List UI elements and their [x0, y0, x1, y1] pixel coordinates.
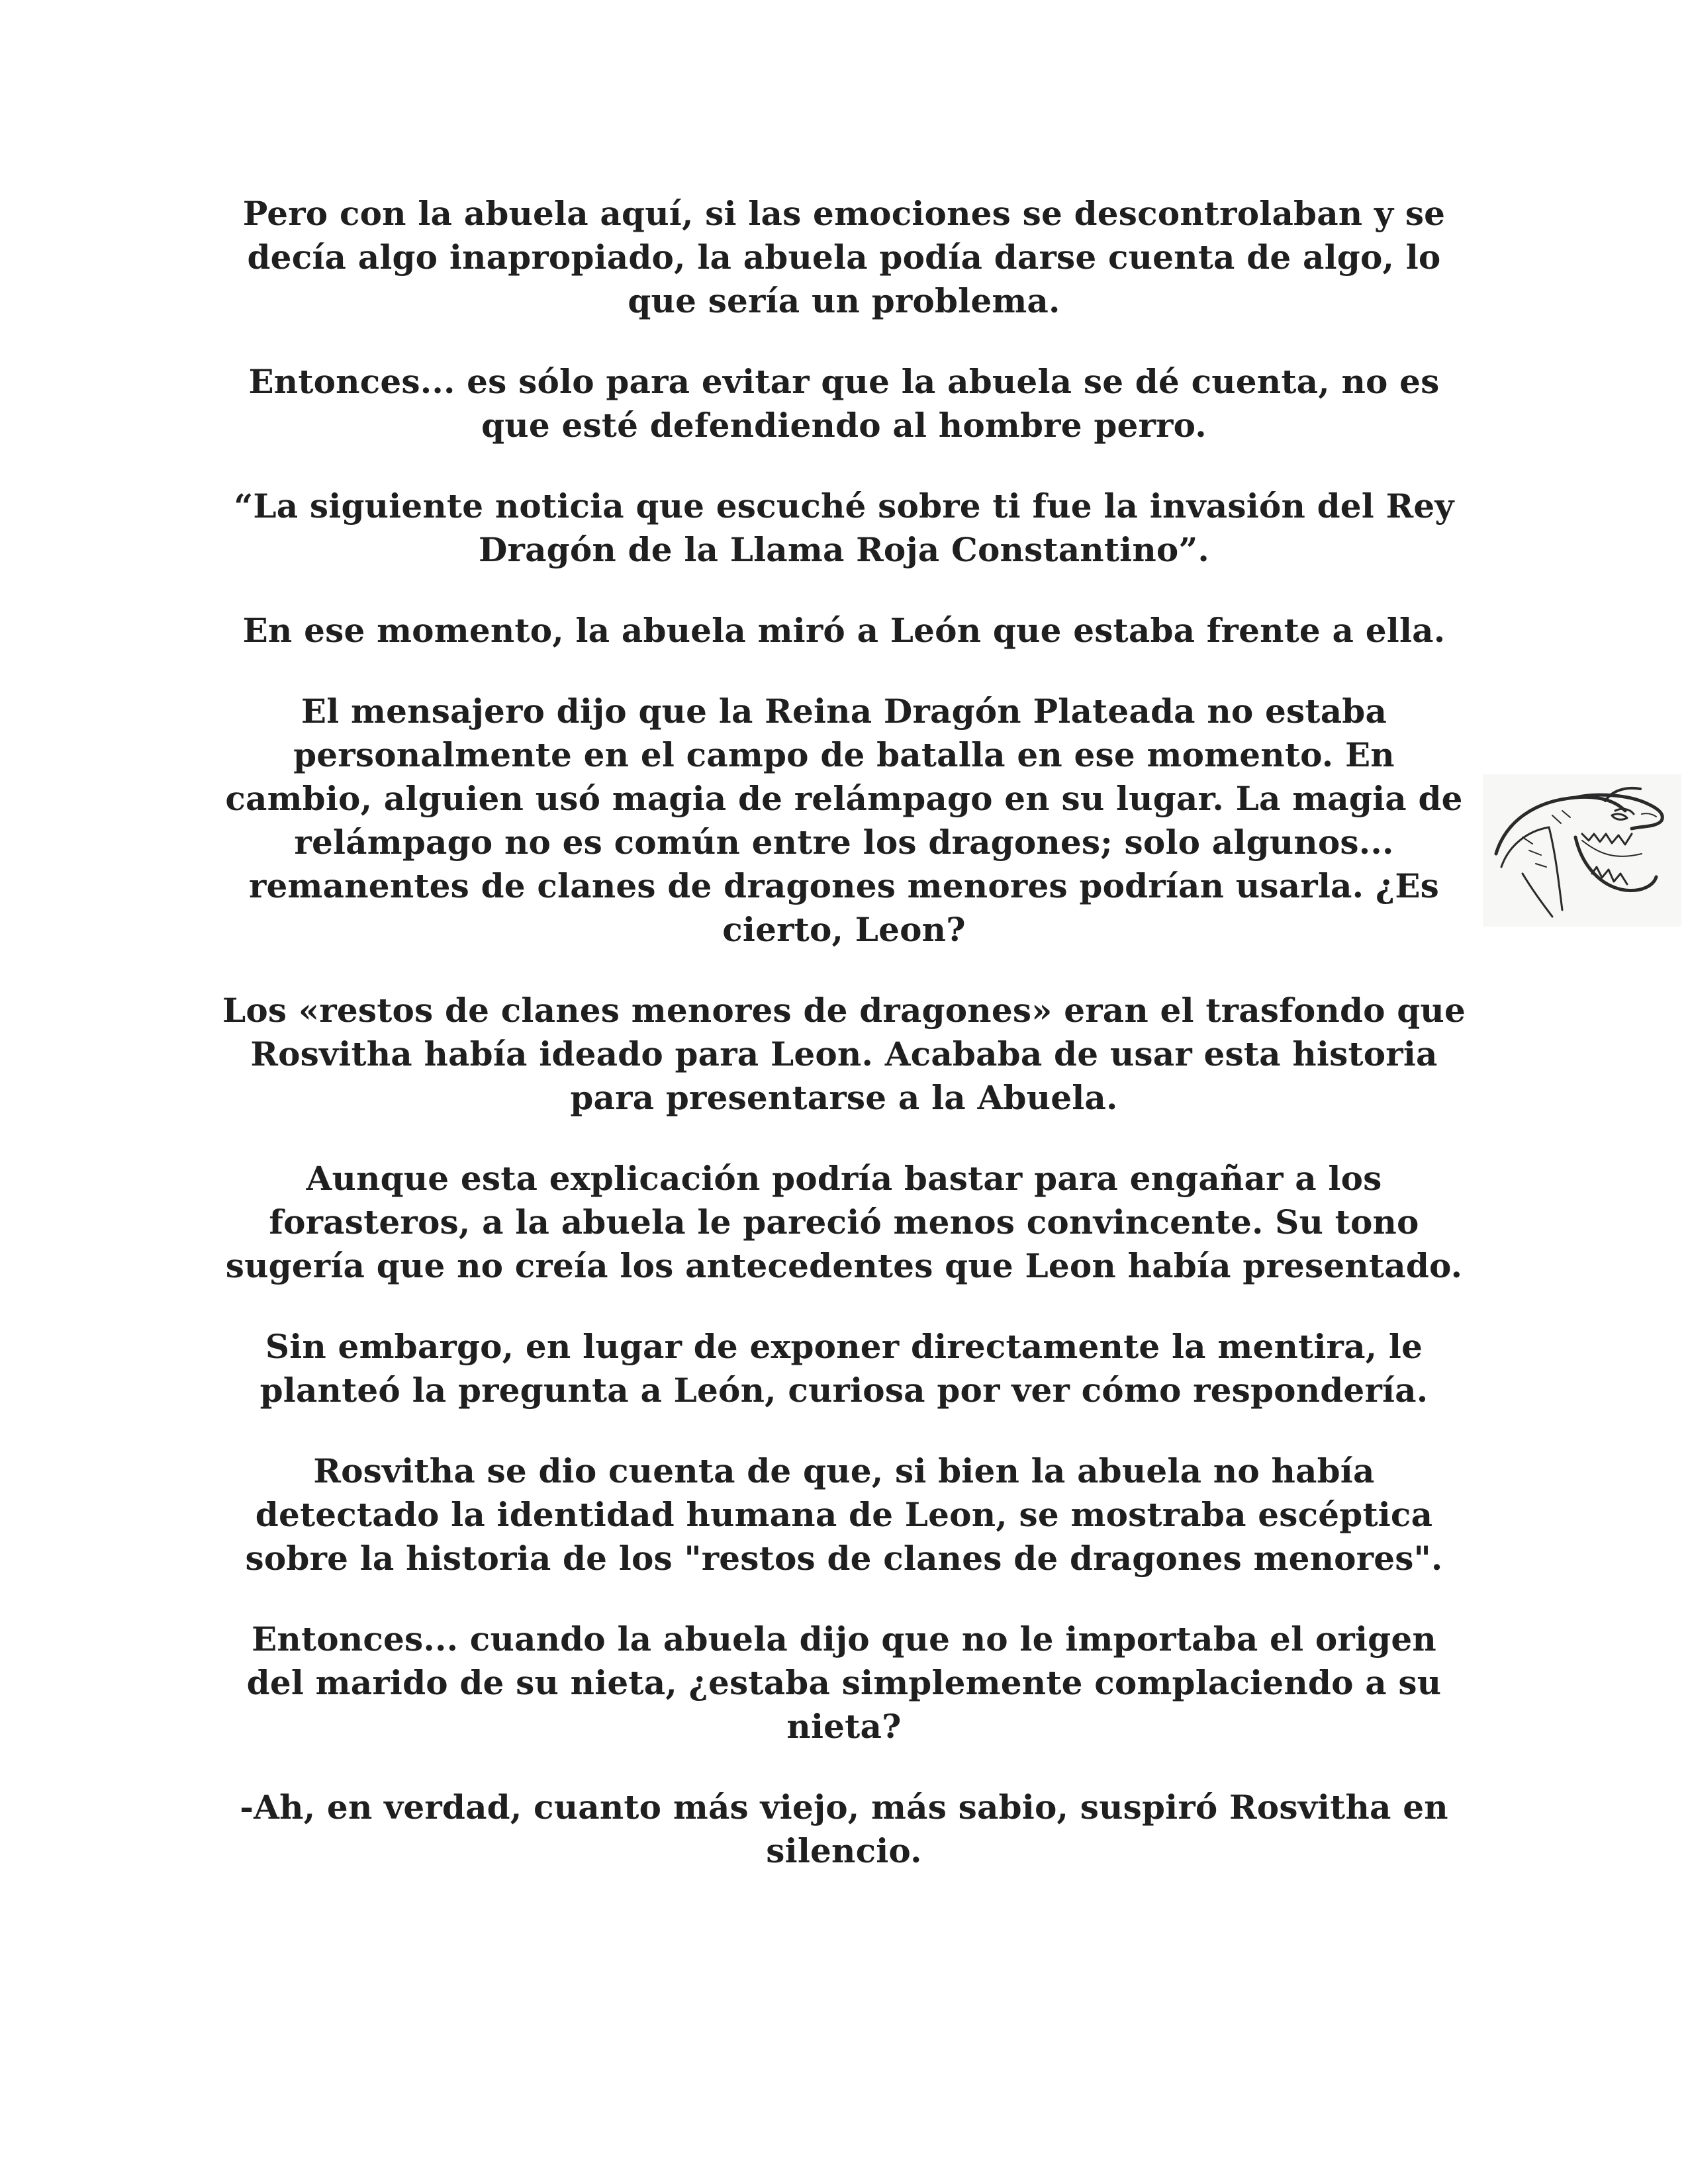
paragraph-11: -Ah, en verdad, cuanto más viejo, más sabio, suspiró Rosvitha en silencio. — [240, 1788, 1448, 1870]
paragraph-6: Los «restos de clanes menores de dragones» eran el trasfondo que Rosvitha había ideado para Leon. Acababa de usar esta historia para presentarse a la Abuela. — [222, 991, 1466, 1117]
paragraph-2: Entonces... es sólo para evitar que la abuela se dé cuenta, no es que esté defendiendo al hombre perro. — [248, 362, 1440, 445]
paragraph-4: En ese momento, la abuela miró a León que estaba frente a ella. — [242, 611, 1446, 650]
paragraph-9: Rosvitha se dio cuenta de que, si bien la abuela no había detectado la identidad humana de Leon, se mostraba escéptica sobre la historia de los "restos de clanes de dragones menores". — [245, 1451, 1443, 1578]
dragon-head-sketch-icon — [1483, 774, 1681, 927]
paragraph-3: “La siguiente noticia que escuché sobre ti fue la invasión del Rey Dragón de la Llama Roja Constantino”. — [234, 486, 1454, 569]
paragraph-8: Sin embargo, en lugar de exponer directamente la mentira, le planteó la pregunta a León, curiosa por ver cómo respondería. — [259, 1327, 1429, 1410]
paragraph-7: Aunque esta explicación podría bastar para engañar a los forasteros, a la abuela le pareció menos convincente. Su tono sugería que no creía los antecedentes que Leon había presentado. — [225, 1159, 1463, 1285]
paragraph-5: El mensajero dijo que la Reina Dragón Plateada no estaba personalmente en el campo de batalla en ese momento. En cambio, alguien usó magia de relámpago en su lugar. La magia de relámpago no es común entre los dragones; solo algunos... remanentes de clanes de dragones menores podrían usarla. ¿Es cierto, Leon? — [225, 692, 1463, 949]
paragraph-1: Pero con la abuela aquí, si las emociones se descontrolaban y se decía algo inapropiado, la abuela podía darse cuenta de algo, lo que sería un problema. — [242, 194, 1446, 320]
story-text — [218, 192, 1470, 1910]
paragraph-10: Entonces... cuando la abuela dijo que no le importaba el origen del marido de su nieta, ¿estaba simplemente complaciendo a su nieta? — [246, 1619, 1442, 1746]
